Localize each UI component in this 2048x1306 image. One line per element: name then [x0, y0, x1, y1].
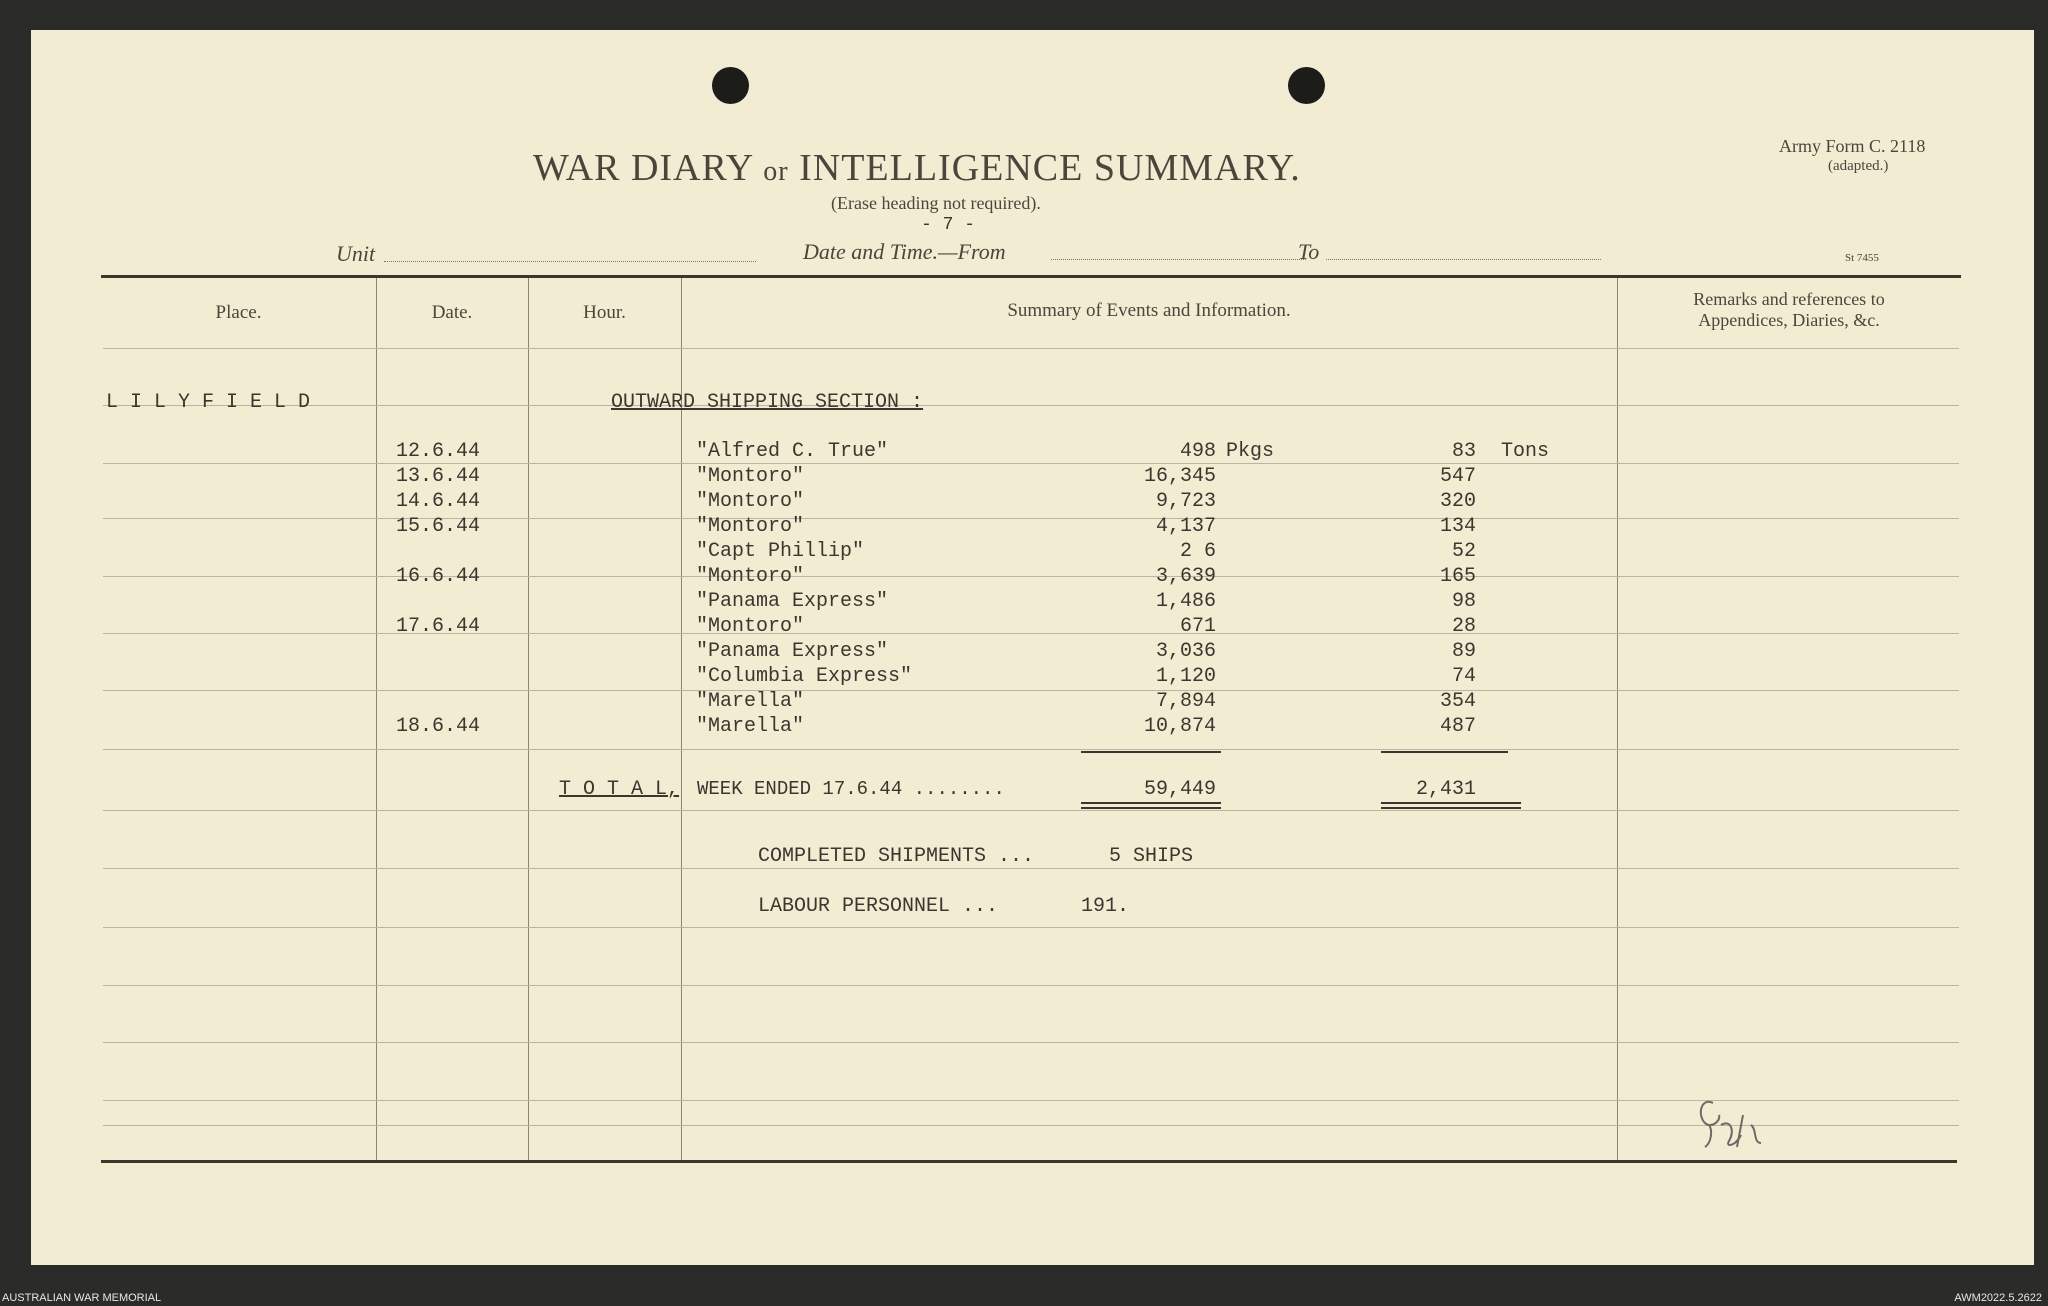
- ship-name: "Panama Express": [696, 590, 889, 613]
- total-pkgs: 59,449: [1143, 778, 1216, 801]
- ship-name: "Montoro": [696, 515, 805, 538]
- form-title: [533, 146, 1301, 190]
- tons-subtotal-rule: [1381, 751, 1508, 753]
- packages-count: 7,894: [1155, 690, 1216, 713]
- packages-count: 10,874: [1143, 715, 1216, 738]
- tons-value: 165: [1439, 565, 1476, 588]
- shipment-date: 16.6.44: [396, 565, 481, 588]
- labour-personnel-label: LABOUR PERSONNEL ...: [758, 895, 999, 918]
- shipment-date: 14.6.44: [396, 490, 481, 513]
- title-or: or: [763, 156, 789, 187]
- total-label: T O T A L,: [559, 778, 680, 801]
- total-text: WEEK ENDED 17.6.44 ........: [697, 778, 1005, 800]
- ruled-line: [103, 749, 1959, 750]
- remarks-heading-line2: Appendices, Diaries, &c.: [1698, 310, 1880, 330]
- packages-count: 671: [1179, 615, 1216, 638]
- diary-page: [31, 30, 2034, 1265]
- ruled-line: [103, 633, 1959, 634]
- ship-name: "Marella": [696, 715, 805, 738]
- tons-value: 134: [1439, 515, 1476, 538]
- remarks-heading-line1: Remarks and references to: [1693, 289, 1885, 309]
- labour-personnel-value: 191.: [1081, 895, 1130, 918]
- completed-shipments-value: 5 SHIPS: [1109, 845, 1194, 868]
- date-to-field: [1326, 259, 1601, 260]
- shipment-date: 12.6.44: [396, 440, 481, 463]
- date-from-field: [1051, 259, 1306, 260]
- table-bottom-rule: [101, 1160, 1957, 1163]
- to-label: To: [1298, 239, 1320, 264]
- tons-unit: Tons: [1501, 440, 1550, 463]
- ship-name: "Montoro": [696, 565, 805, 588]
- ship-name: "Alfred C. True": [696, 440, 889, 463]
- stock-number: St 7455: [1845, 252, 1879, 264]
- tons-value: 83: [1451, 440, 1476, 463]
- shipment-date: 15.6.44: [396, 515, 481, 538]
- ruled-line: [103, 1125, 1959, 1126]
- tons-value: 98: [1451, 590, 1476, 613]
- divider-place-date: [376, 278, 377, 1160]
- tons-value: 354: [1439, 690, 1476, 713]
- handwritten-initials: [1691, 1085, 1781, 1155]
- completed-shipments-label: COMPLETED SHIPMENTS ...: [758, 845, 1035, 868]
- ship-name: "Panama Express": [696, 640, 889, 663]
- date-time-label: Date and Time.—From: [803, 239, 1006, 264]
- punch-hole-left: [712, 67, 749, 104]
- packages-unit: Pkgs: [1226, 440, 1275, 463]
- unit-field: [384, 261, 756, 262]
- ruled-line: [103, 810, 1959, 811]
- ship-name: "Montoro": [696, 490, 805, 513]
- unit-label: Unit: [336, 241, 376, 266]
- ship-name: "Columbia Express": [696, 665, 913, 688]
- pkgs-subtotal-rule: [1081, 751, 1221, 753]
- column-head-date: Date.: [431, 302, 473, 323]
- archive-credit: AUSTRALIAN WAR MEMORIAL: [2, 1292, 162, 1304]
- page-number: - 7 -: [921, 215, 976, 235]
- place-name: L I L Y F I E L D: [106, 391, 311, 414]
- shipment-date: 13.6.44: [396, 465, 481, 488]
- ruled-line: [103, 518, 1959, 519]
- total-tons: 2,431: [1415, 778, 1476, 801]
- archive-reference: AWM2022.5.2622: [1954, 1292, 2042, 1304]
- ruled-line: [103, 463, 1959, 464]
- ruled-line: [103, 1100, 1959, 1101]
- column-head-place: Place.: [215, 302, 262, 323]
- ruled-line: [103, 985, 1959, 986]
- army-form-number: Army Form C. 2118: [1779, 136, 1926, 156]
- ruled-line: [103, 868, 1959, 869]
- packages-count: 16,345: [1143, 465, 1216, 488]
- packages-count: 1,120: [1155, 665, 1216, 688]
- packages-count: 3,036: [1155, 640, 1216, 663]
- ship-name: "Montoro": [696, 615, 805, 638]
- ruled-line: [103, 690, 1959, 691]
- ship-name: "Marella": [696, 690, 805, 713]
- packages-count: 4,137: [1155, 515, 1216, 538]
- divider-date-hour: [528, 278, 529, 1160]
- tons-total-double-rule: [1381, 802, 1521, 809]
- packages-count: 2 6: [1179, 540, 1216, 563]
- section-heading: OUTWARD SHIPPING SECTION :: [611, 391, 924, 414]
- column-head-summary: Summary of Events and Information.: [1007, 300, 1291, 321]
- tons-value: 89: [1451, 640, 1476, 663]
- packages-count: 1,486: [1155, 590, 1216, 613]
- ship-name: "Capt Phillip": [696, 540, 865, 563]
- pkgs-total-double-rule: [1081, 802, 1221, 809]
- ruled-line: [103, 1042, 1959, 1043]
- punch-hole-right: [1288, 67, 1325, 104]
- tons-value: 52: [1451, 540, 1476, 563]
- column-head-hour: Hour.: [583, 302, 626, 323]
- title-second: INTELLIGENCE SUMMARY.: [799, 147, 1301, 189]
- ruled-line: [103, 576, 1959, 577]
- tons-value: 28: [1451, 615, 1476, 638]
- shipment-date: 17.6.44: [396, 615, 481, 638]
- adapted-note: (adapted.): [1828, 158, 1889, 174]
- tons-value: 547: [1439, 465, 1476, 488]
- ruled-line: [103, 927, 1959, 928]
- packages-count: 3,639: [1155, 565, 1216, 588]
- divider-summary-remarks: [1617, 278, 1618, 1160]
- table-top-rule: [101, 275, 1961, 278]
- ship-name: "Montoro": [696, 465, 805, 488]
- packages-count: 9,723: [1155, 490, 1216, 513]
- shipment-date: 18.6.44: [396, 715, 481, 738]
- tons-value: 487: [1439, 715, 1476, 738]
- packages-count: 498: [1179, 440, 1216, 463]
- column-head-remarks: [1617, 289, 1961, 331]
- subtitle: (Erase heading not required).: [831, 193, 1041, 213]
- title-main: WAR DIARY: [533, 147, 753, 189]
- tons-value: 74: [1451, 665, 1476, 688]
- ruled-line: [103, 405, 1959, 406]
- tons-value: 320: [1439, 490, 1476, 513]
- ruled-line: [103, 348, 1959, 349]
